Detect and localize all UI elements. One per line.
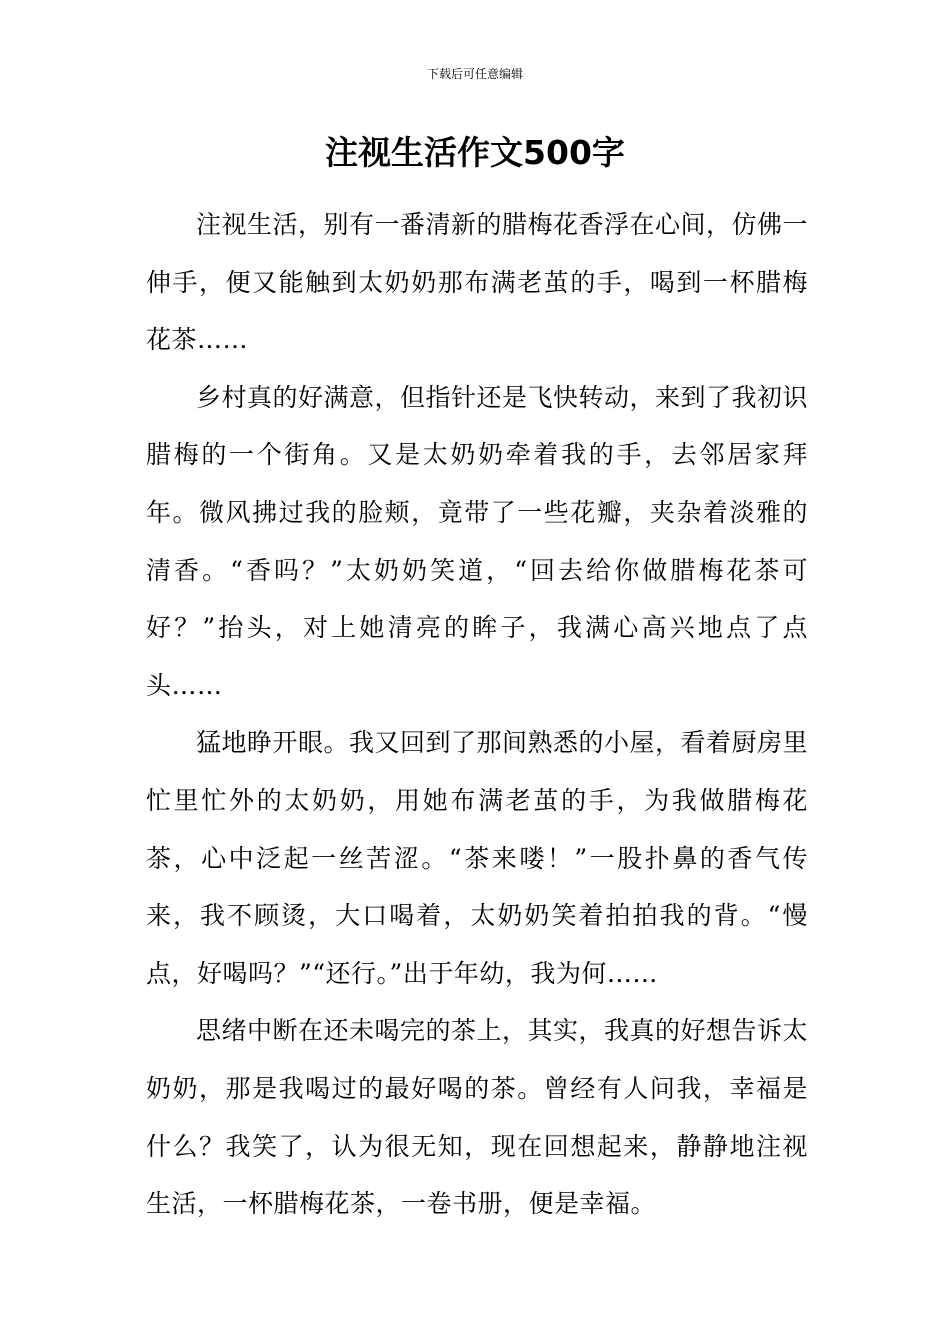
paragraph-1: 注视生活，别有一番清新的腊梅花香浮在心间，仿佛一伸手，便又能触到太奶奶那布满老茧的手，喝到一杯腊梅花茶……	[146, 210, 809, 355]
page-header-note: 下载后可任意编辑	[426, 67, 523, 81]
document-body	[146, 196, 808, 1233]
paragraph-4: 思绪中断在还未喝完的茶上，其实，我真的好想告诉太奶奶，那是我喝过的最好喝的茶。曾经有人问我，幸福是什么？我笑了，认为很无知，现在回想起来，静静地注视生活，一杯腊梅花茶，一卷书册，便是幸福。	[146, 1016, 809, 1219]
paragraph-2: 乡村真的好满意，但指针还是飞快转动，来到了我初识腊梅的一个街角。又是太奶奶牵着我的手，去邻居家拜年。微风拂过我的脸颊，竟带了一些花瓣，夹杂着淡雅的清香。“香吗？”太奶奶笑道，“回去给你做腊梅花茶可好？”抬头，对上她清亮的眸子，我满心高兴地点了点头……	[146, 382, 809, 700]
paragraph-3: 猛地睁开眼。我又回到了那间熟悉的小屋，看着厨房里忙里忙外的太奶奶，用她布满老茧的手，为我做腊梅花茶，心中泛起一丝苦涩。“茶来喽！”一股扑鼻的香气传来，我不顾烫，大口喝着，太奶奶笑着拍拍我的背。“慢点，好喝吗？”“还行。”出于年幼，我为何……	[146, 728, 809, 988]
document-title: 注视生活作文500字	[325, 133, 625, 172]
